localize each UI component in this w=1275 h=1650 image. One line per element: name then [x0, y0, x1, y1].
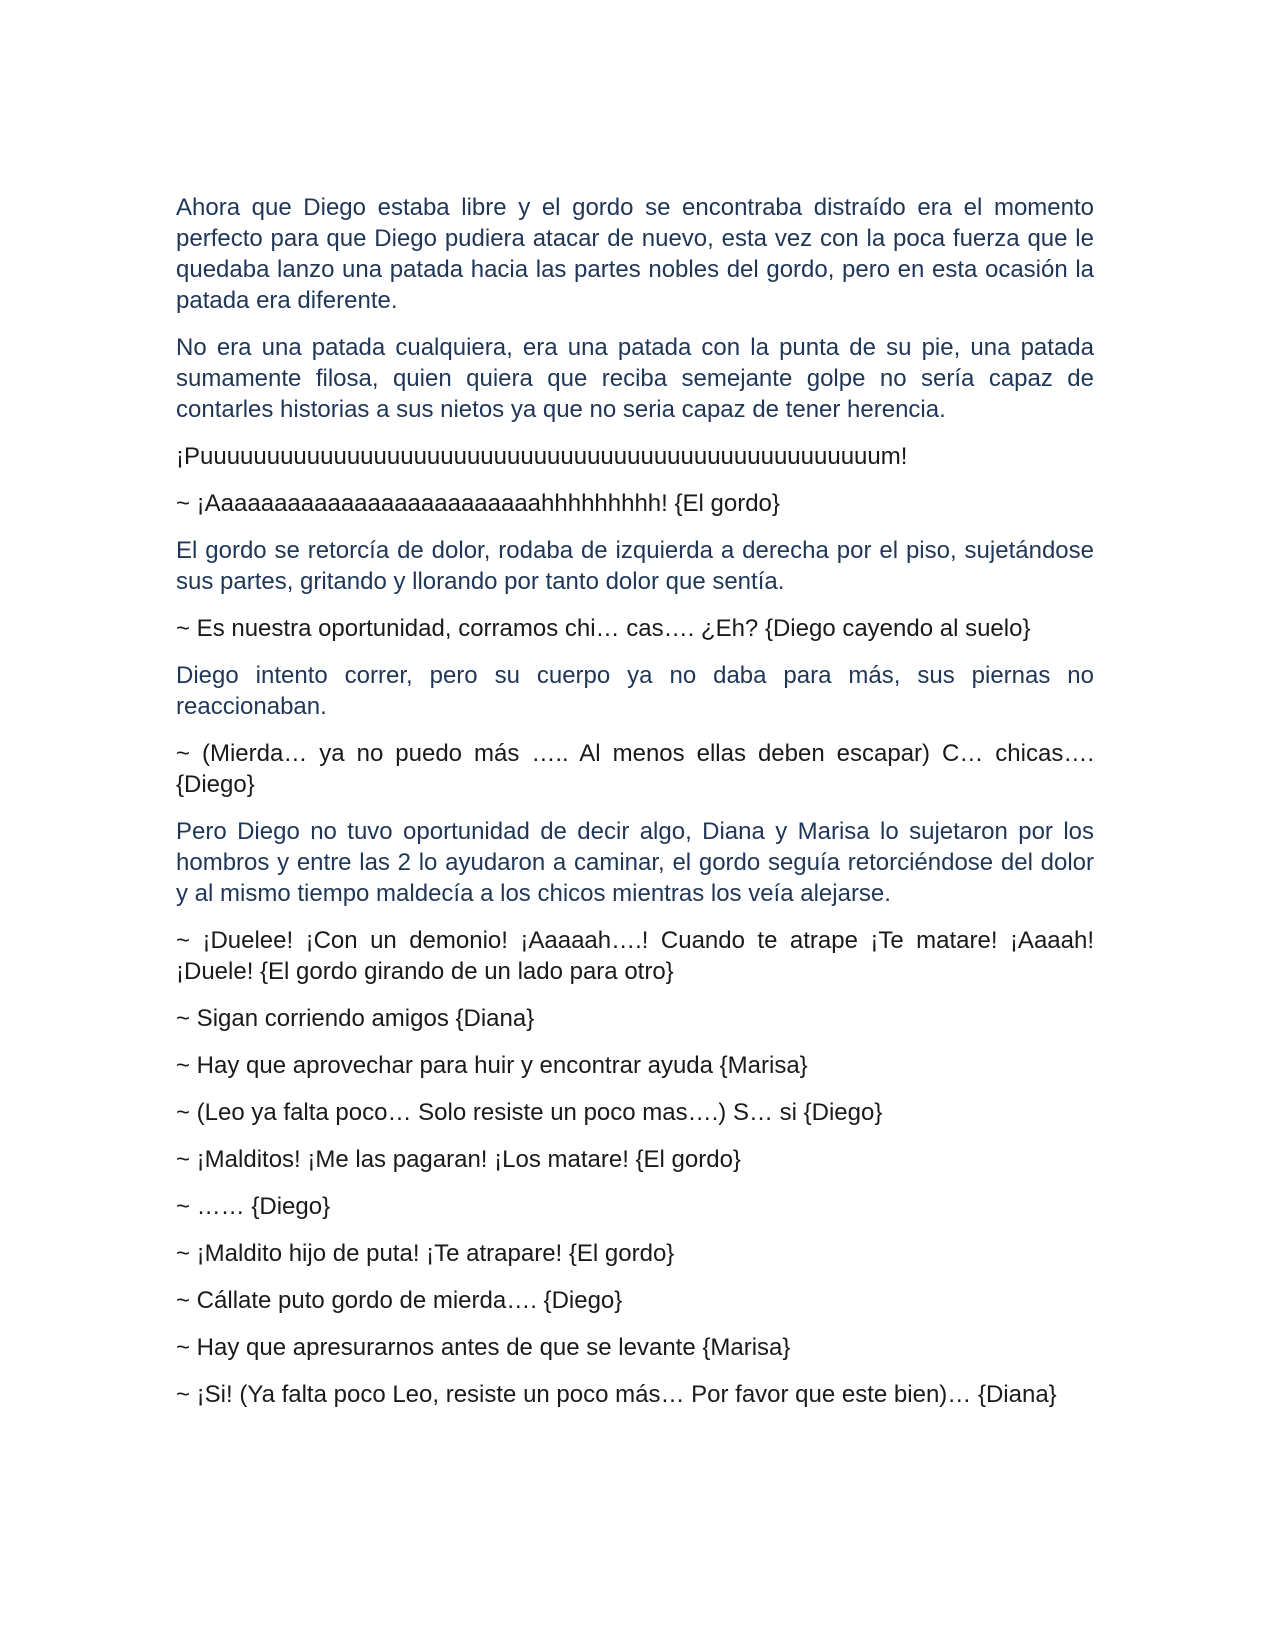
- dialogue-line: ~ (Leo ya falta poco… Solo resiste un poco mas….) S… si {Diego}: [176, 1099, 883, 1126]
- paragraph: Pero Diego no tuvo oportunidad de decir algo, Diana y Marisa lo sujetaron por los hombros y entre las 2 lo ayudaron a caminar, el gordo seguía retorciéndose del dolor y al mismo tiempo maldecía a los chicos mientras los veía alejarse.: [176, 818, 1094, 907]
- dialogue-line: ~ (Mierda… ya no puedo más ….. Al menos ellas deben escapar) C… chicas…. {Diego}: [176, 740, 1094, 798]
- dialogue-line: ~ ¡Malditos! ¡Me las pagaran! ¡Los matare! {El gordo}: [176, 1146, 741, 1173]
- paragraph: Diego intento correr, pero su cuerpo ya no daba para más, sus piernas no reaccionaban.: [176, 662, 1094, 720]
- dialogue-line: ~ Hay que aprovechar para huir y encontrar ayuda {Marisa}: [176, 1052, 808, 1079]
- sound-effect-line: ¡Puuuuuuuuuuuuuuuuuuuuuuuuuuuuuuuuuuuuuuuuuuuuuuuuuuum!: [176, 443, 908, 470]
- dialogue-line: ~ Sigan corriendo amigos {Diana}: [176, 1005, 535, 1032]
- dialogue-line: ~ Hay que apresurarnos antes de que se levante {Marisa}: [176, 1334, 791, 1361]
- dialogue-line: ~ ¡Aaaaaaaaaaaaaaaaaaaaaaaaahhhhhhhhh! {El gordo}: [176, 490, 780, 517]
- paragraph: Ahora que Diego estaba libre y el gordo se encontraba distraído era el momento perfecto para que Diego pudiera atacar de nuevo, esta vez con la poca fuerza que le quedaba lanzo una patada hacia las partes nobles del gordo, pero en esta ocasión la patada era diferente.: [176, 194, 1094, 314]
- dialogue-line: ~ Cállate puto gordo de mierda…. {Diego}: [176, 1287, 623, 1314]
- paragraph: El gordo se retorcía de dolor, rodaba de izquierda a derecha por el piso, sujetándose sus partes, gritando y llorando por tanto dolor que sentía.: [176, 537, 1094, 595]
- paragraph: No era una patada cualquiera, era una patada con la punta de su pie, una patada sumamente filosa, quien quiera que reciba semejante golpe no sería capaz de contarles historias a sus nietos ya que no seria capaz de tener herencia.: [176, 334, 1094, 423]
- dialogue-line: ~ …… {Diego}: [176, 1193, 331, 1220]
- dialogue-line: ~ ¡Maldito hijo de puta! ¡Te atrapare! {El gordo}: [176, 1240, 675, 1267]
- dialogue-line: ~ ¡Duelee! ¡Con un demonio! ¡Aaaaah….! Cuando te atrape ¡Te matare! ¡Aaaah! ¡Duele! {El gordo girando de un lado para otro}: [176, 927, 1094, 985]
- dialogue-line: ~ Es nuestra oportunidad, corramos chi… cas…. ¿Eh? {Diego cayendo al suelo}: [176, 615, 1031, 642]
- dialogue-line: ~ ¡Si! (Ya falta poco Leo, resiste un poco más… Por favor que este bien)… {Diana}: [176, 1381, 1057, 1408]
- story-text: [176, 192, 1094, 1426]
